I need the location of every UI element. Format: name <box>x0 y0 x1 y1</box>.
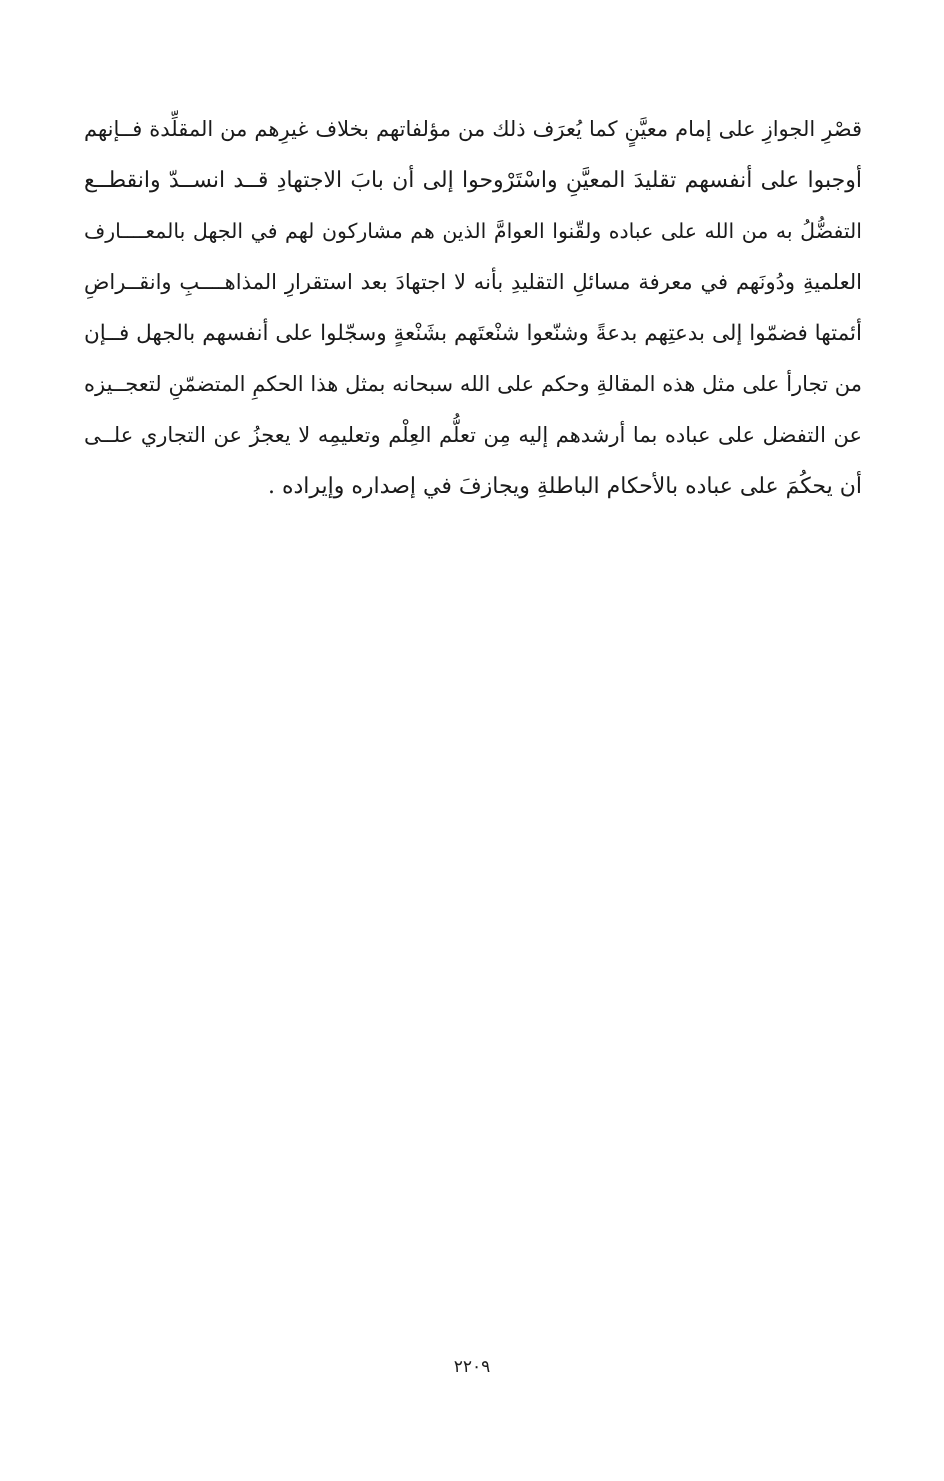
text-line: أن يحكُمَ على عباده بالأحكام الباطلةِ ويجازفَ في إصداره وإيراده . <box>267 474 862 499</box>
text-line: من تجارأ على مثل هذه المقالةِ وحكم على الله سبحانه بمثل هذا الحكمِ المتضمّنِ لتعجــيزه <box>84 372 862 396</box>
text-line: أوجبوا على أنفسهم تقليدَ المعيَّنِ واسْتَرْوحوا إلى أن بابَ الاجتهادِ قــد انســدّ وانقطــع <box>84 168 862 193</box>
text-line: العلميةِ ودُونَهم في معرفة مسائلِ التقليدِ بأنه لا اجتهادَ بعد استقرارِ المذاهــــبِ وانقــراضِ <box>84 270 862 294</box>
text-line: أئمتها فضمّوا إلى بدعتِهم بدعةً وشنّعوا شنْعتَهم بشَنْعةٍ وسجّلوا على أنفسهم بالجهل فــإن <box>84 321 862 346</box>
text-line: التفضُّلُ به من الله على عباده ولقّنوا العوامَّ الذين هم مشاركون لهم في الجهل بالمعــــارف <box>84 219 862 243</box>
body-text <box>84 104 862 512</box>
page-number: ٢٢٠٩ <box>453 1357 491 1377</box>
text-line: عن التفضل على عباده بما أرشدهم إليه مِن تعلُّم العِلْم وتعليمِه لا يعجزُ عن التجاري علــى <box>84 423 862 447</box>
text-line: قصْرِ الجوازِ على إمام معيَّنٍ كما يُعرَف ذلك من مؤلفاتهم بخلاف غيرِهم من المقلِّدة فــإنهم <box>84 117 862 141</box>
